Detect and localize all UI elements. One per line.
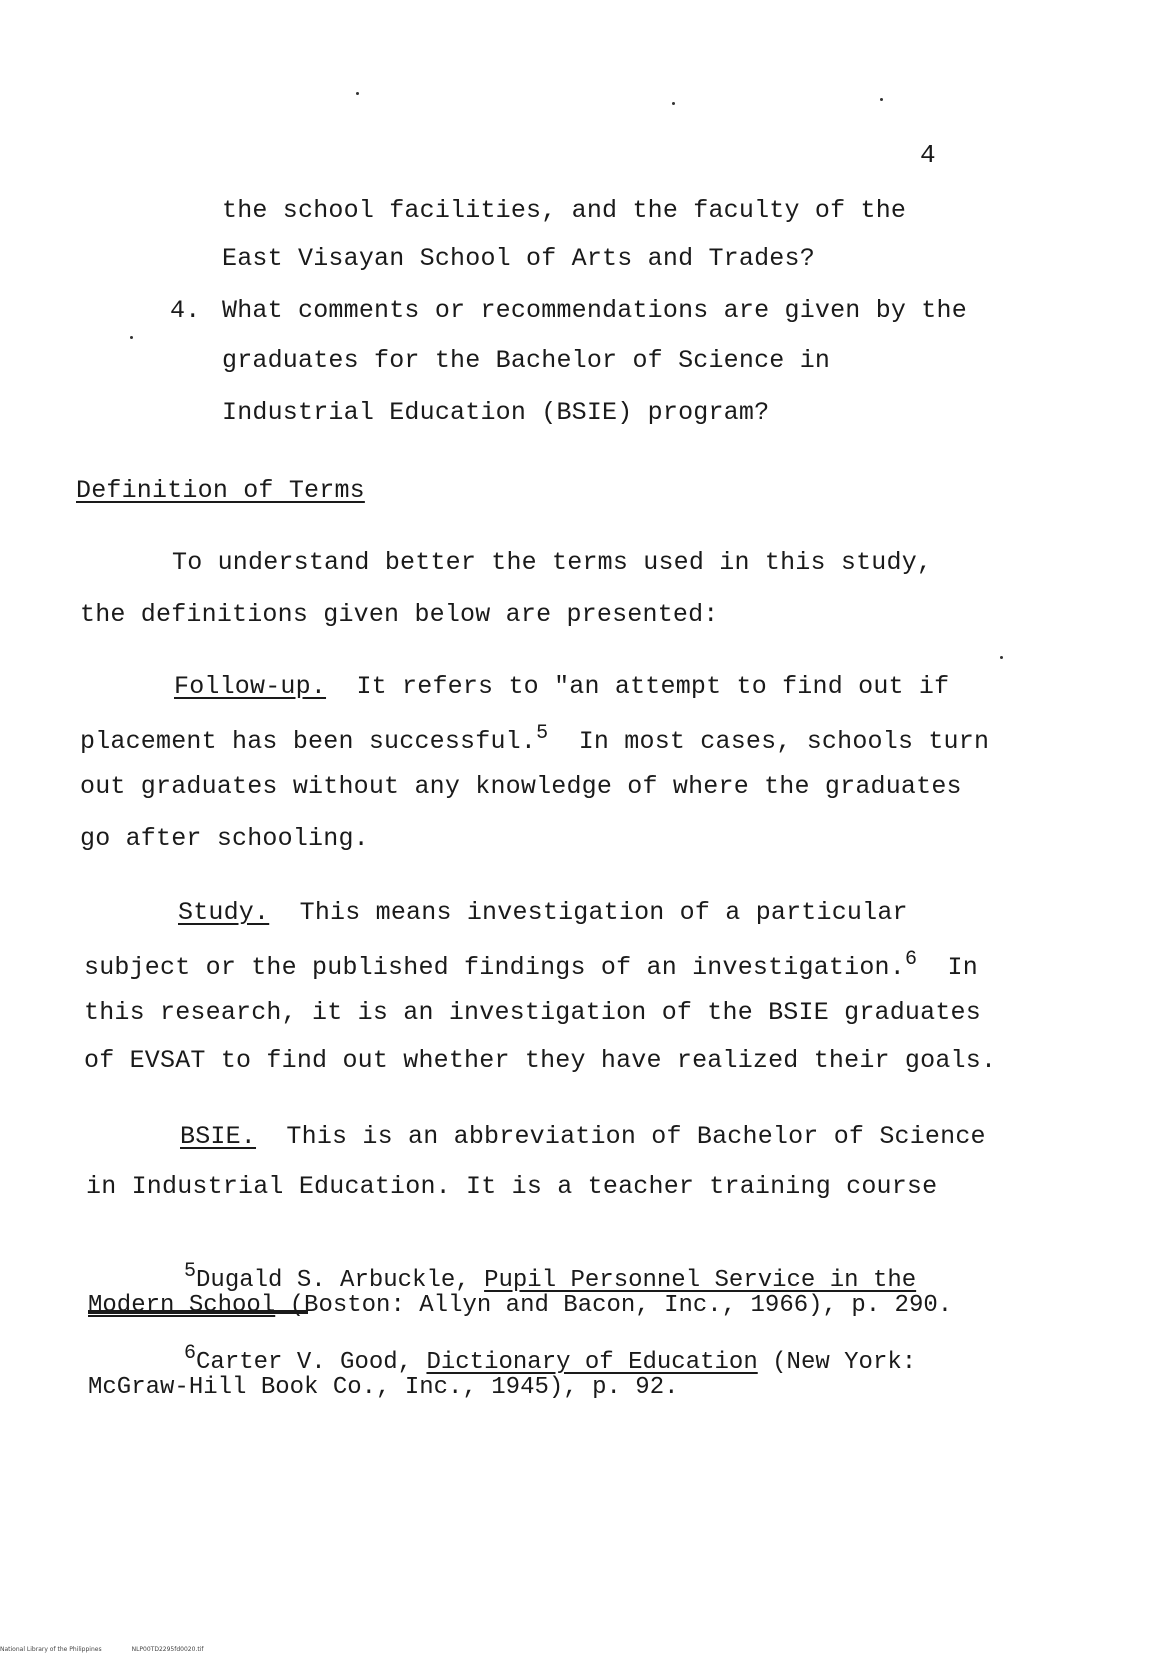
scan-speck [880,98,883,101]
intro-line: the definitions given below are presented: [80,600,719,629]
scan-speck [356,92,359,95]
footnote-marker: 5 [184,1260,197,1283]
question-continuation-line: the school facilities, and the faculty of the [222,196,907,225]
footnote-ref: 6 [904,948,918,971]
footnote-5-line1: $^5$Dugald S. Arbuckle, Pupil Personnel Service in the [184,1260,917,1294]
scan-speck [130,336,133,339]
question-number: 4. [170,296,201,325]
definition-line: Study. This means investigation of a particular [178,898,908,927]
footnote-6-line1: $^6$Carter V. Good, Dictionary of Education (New York: [184,1342,917,1376]
scan-footer: National Library of the Philippines NLP00TD2295fd0020.tif [0,1646,204,1653]
definition-line: Follow-up. It refers to "an attempt to find out if [174,672,950,701]
footnote-5-line2: Modern School (Boston: Allyn and Bacon, Inc., 1966), p. 290. [88,1292,953,1319]
footnote-6-line2: McGraw-Hill Book Co., Inc., 1945), p. 92. [88,1374,679,1401]
footnote-marker: 6 [184,1342,197,1365]
question-continuation-line: East Visayan School of Arts and Trades? [222,244,815,273]
definition-line: this research, it is an investigation of the BSIE graduates [84,998,981,1027]
definition-line: subject or the published findings of an investigation.$^6$ In [84,948,978,982]
scan-speck [672,102,675,105]
intro-line: To understand better the terms used in this study, [172,548,933,577]
scan-speck [1000,656,1003,659]
term-label: Follow-up. [174,672,327,701]
question-line: graduates for the Bachelor of Science in [222,346,831,375]
definition-line: out graduates without any knowledge of where the graduates [80,772,962,801]
term-label: BSIE. [180,1122,257,1151]
section-heading: Definition of Terms [76,476,365,505]
definition-line: go after schooling. [80,824,369,853]
footnote-ref: 5 [536,722,549,745]
question-line: Industrial Education (BSIE) program? [222,398,770,427]
term-label: Study. [178,898,270,927]
definition-line: of EVSAT to find out whether they have realized their goals. [84,1046,997,1075]
definition-line: BSIE. This is an abbreviation of Bachelor of Science [180,1122,986,1151]
page-number: 4 [920,140,936,170]
definition-line: in Industrial Education. It is a teacher training course [86,1172,938,1201]
question-line: What comments or recommendations are given by the [222,296,967,325]
definition-line: placement has been successful.$^5$ In most cases, schools turn [80,722,990,756]
